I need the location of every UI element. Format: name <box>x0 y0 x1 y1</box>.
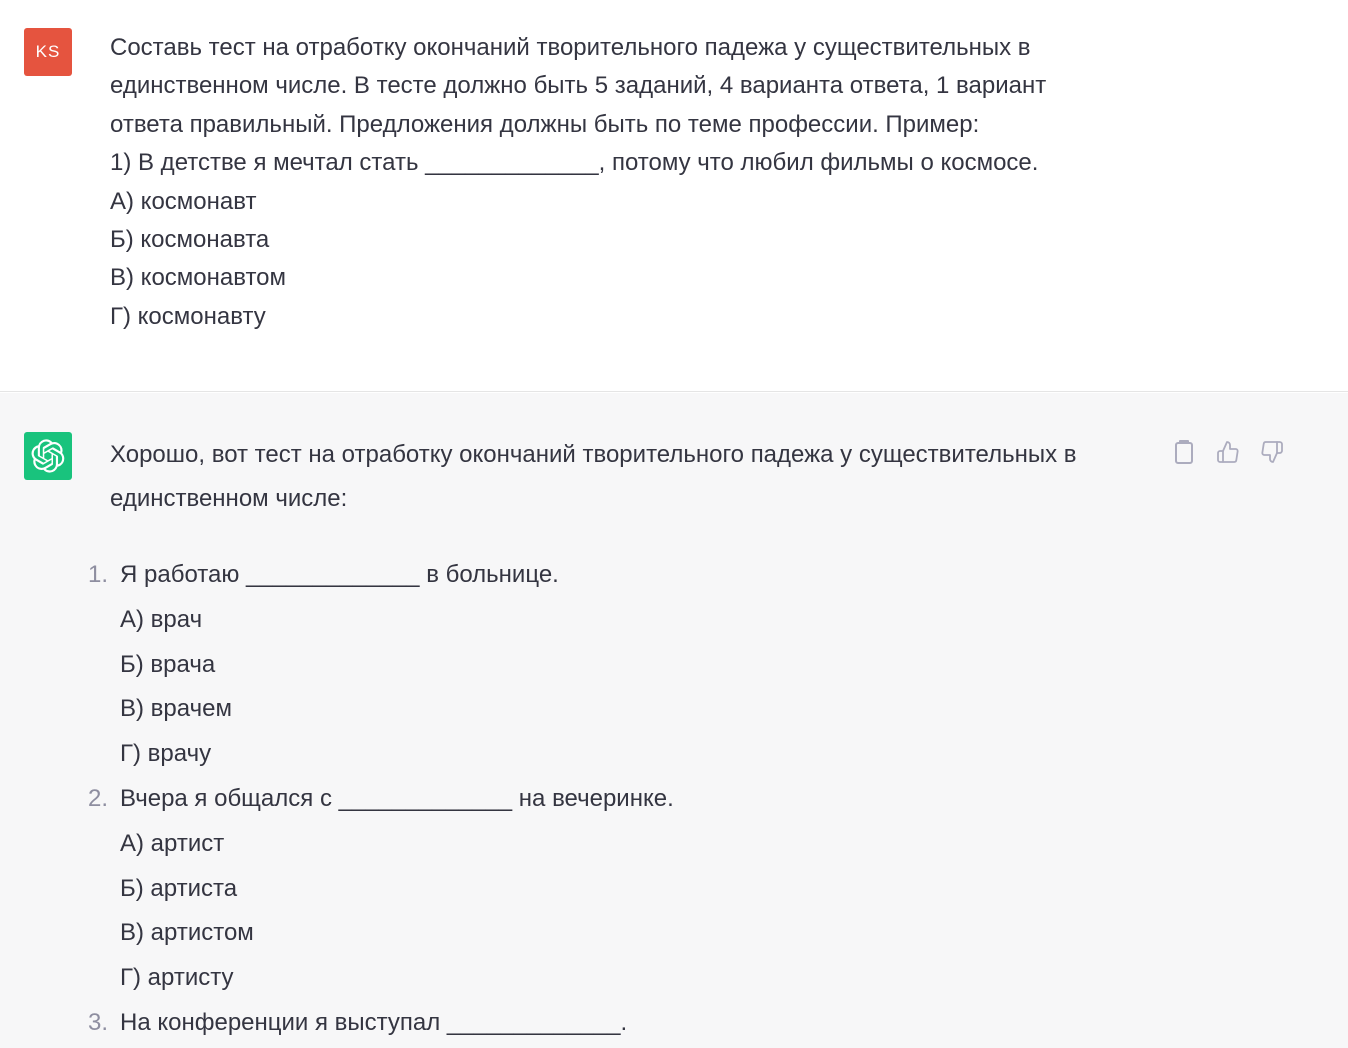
question-item <box>80 777 1280 1001</box>
user-avatar <box>24 28 72 76</box>
assistant-intro-line: Хорошо, вот тест на отработку окончаний творительного падежа у существительных в <box>110 441 1077 468</box>
copy-icon <box>1173 439 1195 465</box>
user-message-line: Б) космонавта <box>110 226 270 254</box>
user-message-line: 1) В детстве я мечтал стать _____________, потому что любил фильмы о космосе. <box>110 149 1039 177</box>
answer-option: В) артистом <box>120 919 254 947</box>
user-message-line: Г) космонавту <box>110 302 266 330</box>
question-text: Я работаю _____________ в больнице. <box>120 561 559 588</box>
answer-option: А) артист <box>120 829 225 857</box>
assistant-message <box>0 393 1348 1048</box>
user-message-line: ответа правильный. Предложения должны быть по теме профессии. Пример: <box>110 110 980 138</box>
user-message <box>0 0 1348 392</box>
answer-option: Г) врачу <box>120 740 212 768</box>
question-item <box>80 1001 1280 1046</box>
answer-option: Б) артиста <box>120 874 238 902</box>
answer-option: Г) артисту <box>120 964 234 992</box>
user-message-line: А) космонавт <box>110 187 257 215</box>
user-message-line: В) космонавтом <box>110 264 287 292</box>
question-list <box>80 553 1280 1046</box>
user-message-line: Составь тест на отработку окончаний творительного падежа у существительных в <box>110 34 1031 61</box>
user-avatar-initials: KS <box>35 42 61 61</box>
answer-option: А) врач <box>120 605 203 633</box>
thumbs-down-button[interactable] <box>1260 438 1284 466</box>
assistant-intro-line: единственном числе: <box>110 485 348 512</box>
answer-option: В) врачем <box>120 695 232 723</box>
user-message-line: единственном числе. В тесте должно быть 5 заданий, 4 варианта ответа, 1 вариант <box>110 72 1047 100</box>
question-item <box>80 553 1280 777</box>
openai-logo-icon <box>31 439 65 473</box>
answer-option: Б) врача <box>120 650 216 678</box>
question-number: 1. <box>87 561 108 588</box>
copy-button[interactable] <box>1172 438 1196 466</box>
question-number: 2. <box>87 784 108 812</box>
thumbs-up-icon <box>1216 439 1240 465</box>
thumbs-down-icon <box>1260 439 1284 465</box>
assistant-avatar <box>24 432 72 480</box>
question-text: Вчера я общался с _____________ на вечеринке. <box>120 784 674 812</box>
user-message-text <box>110 29 1120 336</box>
assistant-intro <box>110 433 1170 521</box>
message-actions <box>1172 437 1284 467</box>
thumbs-up-button[interactable] <box>1216 438 1240 466</box>
question-text: На конференции я выступал _____________. <box>120 1008 628 1036</box>
question-number: 3. <box>87 1008 108 1036</box>
